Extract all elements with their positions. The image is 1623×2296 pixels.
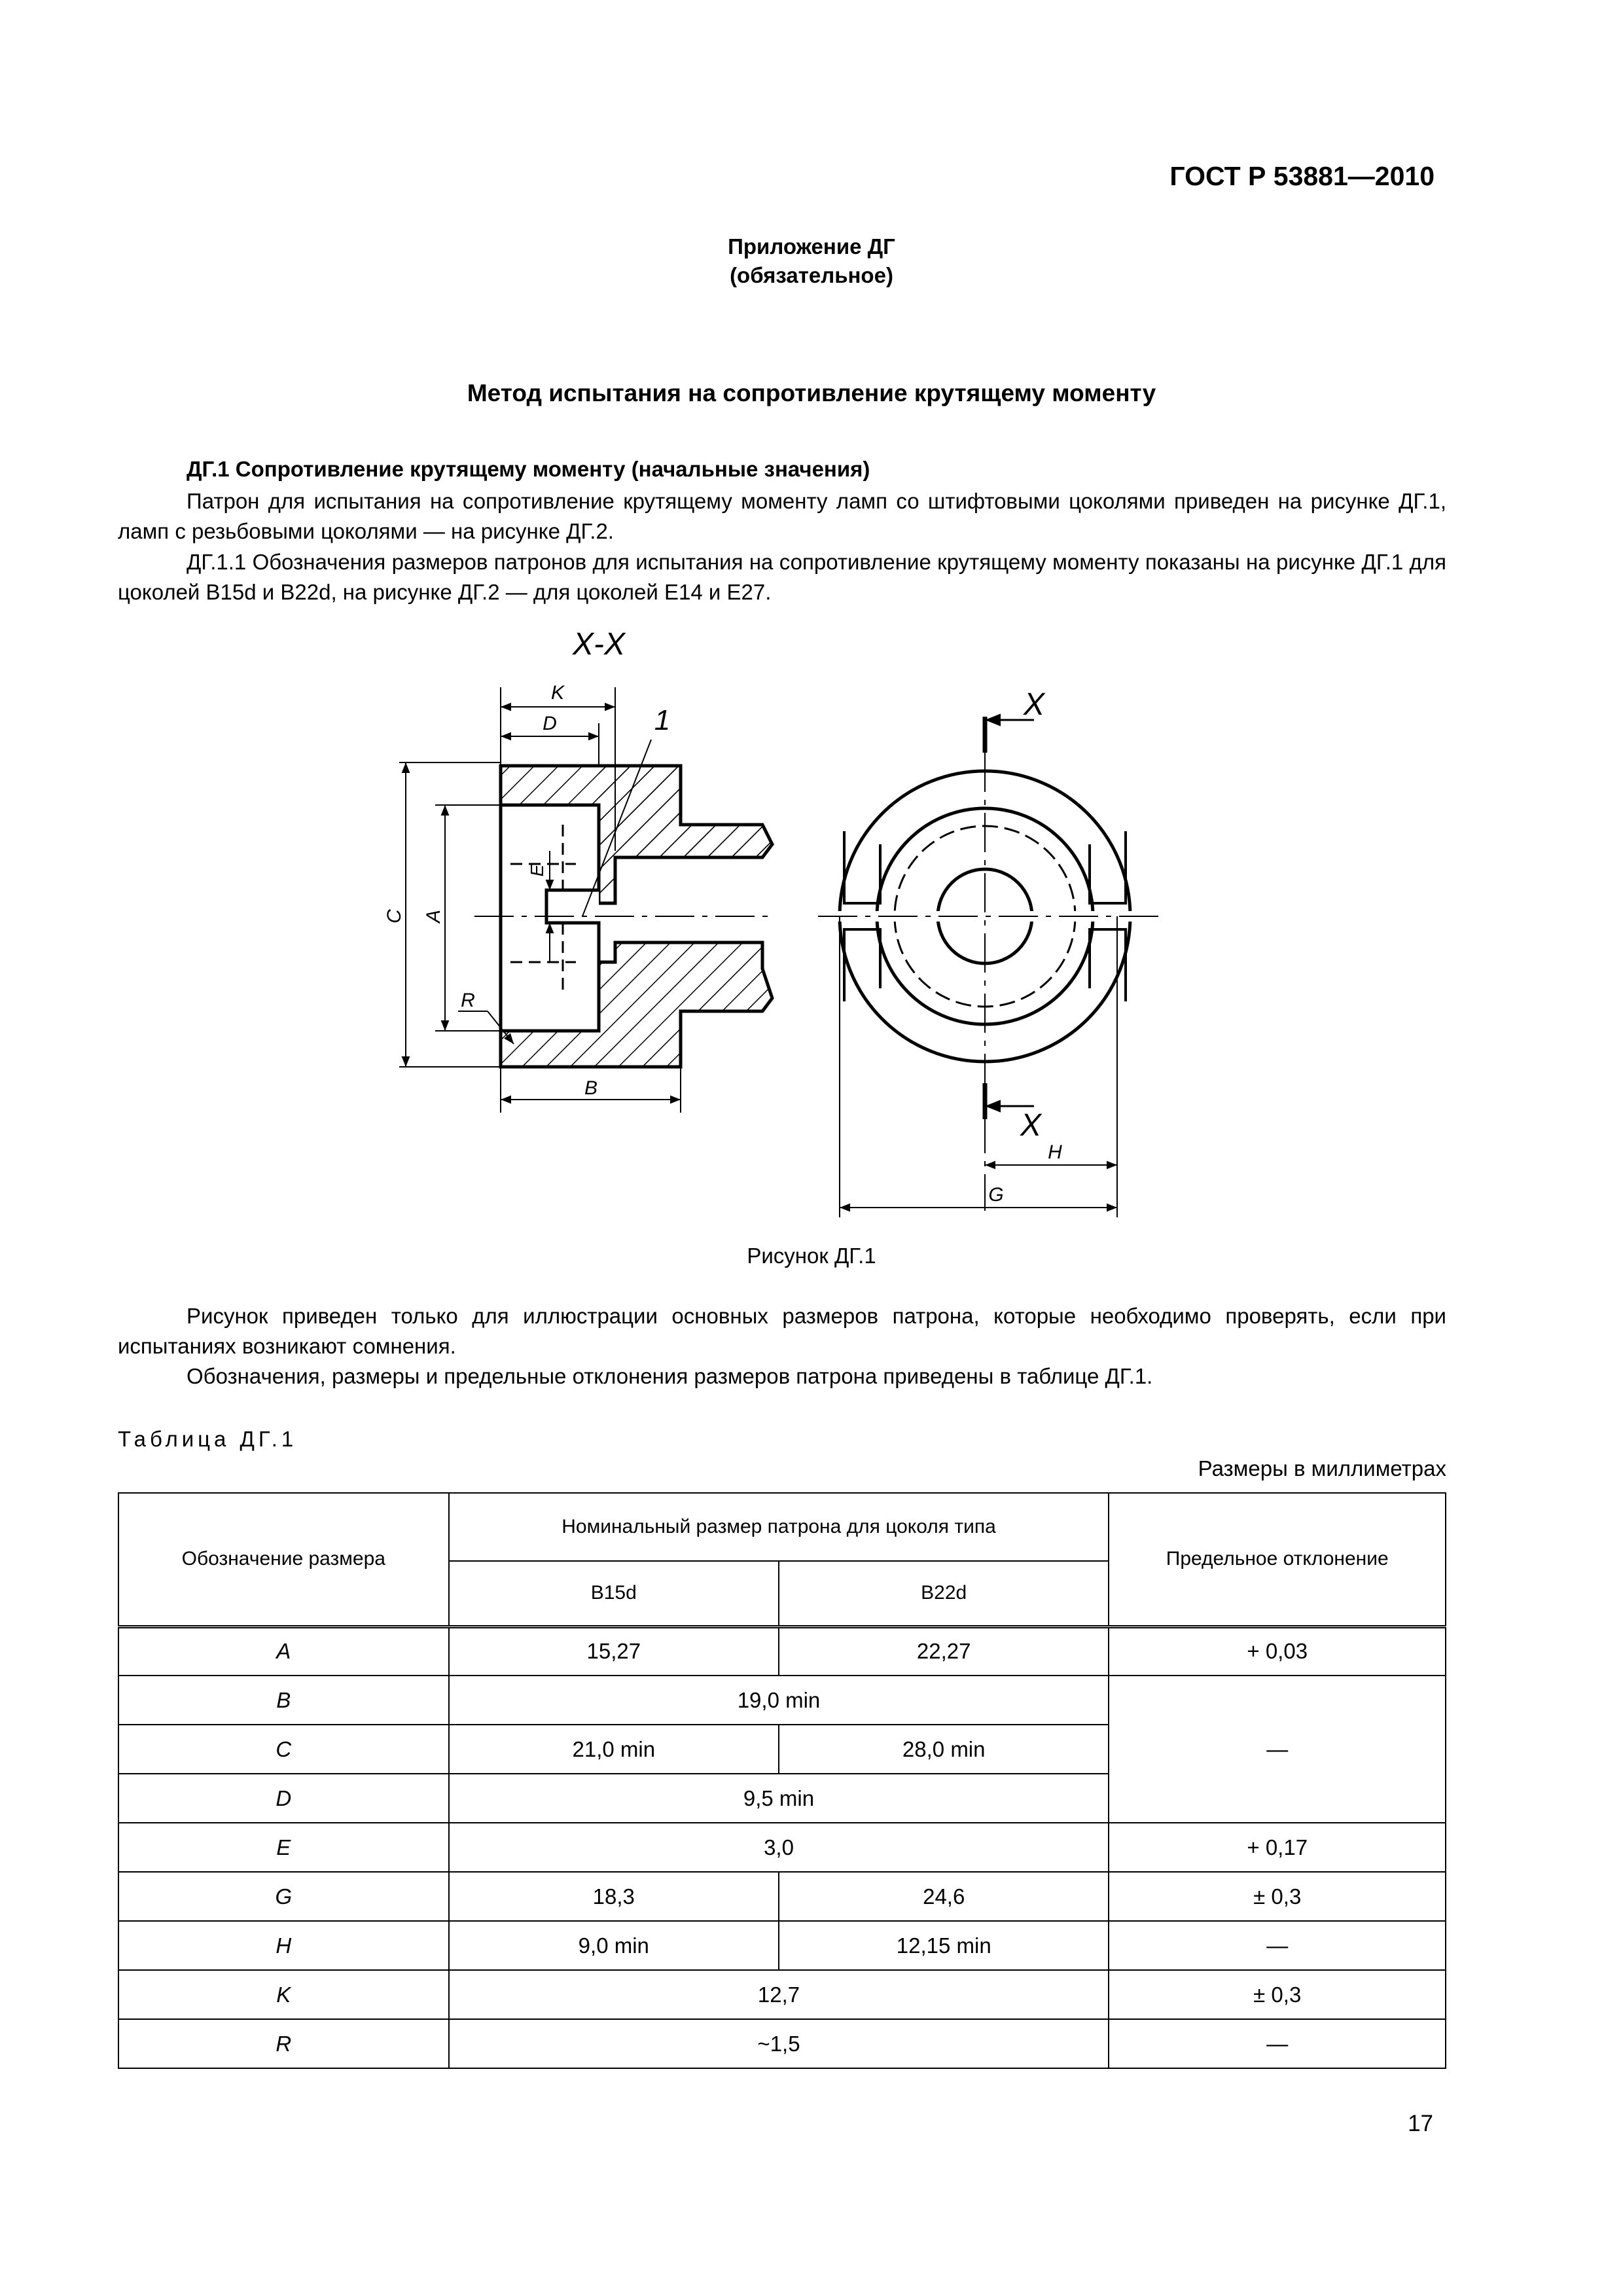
section-heading: ДГ.1 Сопротивление крутящему моменту (начальные значения) — [187, 457, 870, 481]
cell-b22d: 12,15 min — [779, 1921, 1109, 1970]
cell-designation: R — [118, 2019, 449, 2068]
table-row — [118, 1626, 1446, 1676]
page-number: 17 — [1408, 2111, 1433, 2136]
cell-both: 9,5 min — [449, 1774, 1109, 1823]
table-row — [118, 1872, 1446, 1921]
section-label: X-X — [572, 627, 626, 662]
table-row — [118, 1970, 1446, 2019]
appendix-status: (обязательное) — [730, 263, 893, 287]
cell-b15d: 18,3 — [449, 1872, 779, 1921]
cell-tolerance: + 0,03 — [1109, 1626, 1446, 1676]
cut-mark-x-top: X — [1023, 687, 1045, 722]
front-view — [818, 687, 1162, 1217]
dim-label-e: E — [527, 864, 547, 877]
cell-b22d: 24,6 — [779, 1872, 1109, 1921]
dim-label-g: G — [988, 1184, 1004, 1206]
dim-label-a: A — [423, 909, 444, 924]
cell-designation: D — [118, 1774, 449, 1823]
dim-label-k: K — [550, 682, 565, 704]
main-title: Метод испытания на сопротивление крутящему моменту — [467, 380, 1156, 406]
cell-both: 12,7 — [449, 1970, 1109, 2019]
header-nominal: Номинальный размер патрона для цоколя типа — [449, 1493, 1109, 1561]
cell-tolerance: ± 0,3 — [1109, 1872, 1446, 1921]
figure-dg-1 — [0, 609, 1623, 1237]
cell-designation: A — [118, 1626, 449, 1676]
cell-both: ~1,5 — [449, 2019, 1109, 2068]
header-b22d: B22d — [779, 1561, 1109, 1626]
cell-tolerance: — — [1109, 2019, 1446, 2068]
dim-label-r: R — [461, 990, 475, 1011]
paragraph-intro-text: Патрон для испытания на сопротивление крутящему моменту ламп со штифтовыми цоколями приведен на рисунке ДГ.1, ламп с резьбовыми цоколями — на рисунке ДГ.2. — [118, 489, 1446, 543]
cell-b15d: 9,0 min — [449, 1921, 779, 1970]
paragraph-table-ref-text: Обозначения, размеры и предельные отклонения размеров патрона приведены в таблице ДГ.1. — [187, 1364, 1153, 1388]
header-designation: Обозначение размера — [118, 1493, 449, 1626]
table-units: Размеры в миллиметрах — [1198, 1456, 1446, 1480]
cell-designation: K — [118, 1970, 449, 2019]
dim-label-h: H — [1048, 1141, 1062, 1163]
cell-tolerance: — — [1109, 1676, 1446, 1823]
cell-designation: C — [118, 1725, 449, 1774]
section-view — [383, 627, 776, 1113]
appendix-title: Приложение ДГ — [728, 234, 895, 259]
cell-b15d: 21,0 min — [449, 1725, 779, 1774]
cell-designation: G — [118, 1872, 449, 1921]
paragraph-dg-1-1 — [118, 547, 1446, 607]
cell-designation: E — [118, 1823, 449, 1872]
header-b15d: B15d — [449, 1561, 779, 1626]
cell-tolerance: ± 0,3 — [1109, 1970, 1446, 2019]
cell-b22d: 28,0 min — [779, 1725, 1109, 1774]
paragraph-note — [118, 1301, 1446, 1361]
cell-b15d: 15,27 — [449, 1626, 779, 1676]
cell-tolerance: + 0,17 — [1109, 1823, 1446, 1872]
cell-designation: H — [118, 1921, 449, 1970]
standard-number: ГОСТ Р 53881—2010 — [1169, 161, 1435, 191]
paragraph-dg-1-1-text: ДГ.1.1 Обозначения размеров патронов для испытания на сопротивление крутящему моменту показаны на рисунке ДГ.1 для цоколей B15d и B22d, на рисунке ДГ.2 — для цоколей E14 и E27. — [118, 550, 1446, 604]
header-tolerance: Предельное отклонение — [1109, 1493, 1446, 1626]
dim-label-b: B — [584, 1077, 598, 1099]
cell-designation: B — [118, 1676, 449, 1725]
table-row — [118, 2019, 1446, 2068]
paragraph-note-text: Рисунок приведен только для иллюстрации основных размеров патрона, которые необходимо проверять, если при испытаниях возникают сомнения. — [118, 1304, 1446, 1358]
table-row — [118, 1823, 1446, 1872]
table-label: Таблица ДГ.1 — [118, 1427, 298, 1451]
dimensions-table — [118, 1492, 1446, 2069]
figure-caption: Рисунок ДГ.1 — [747, 1244, 876, 1268]
callout-1: 1 — [654, 704, 671, 736]
paragraph-table-ref — [118, 1361, 1446, 1391]
dim-label-c: C — [383, 909, 405, 924]
paragraph-intro — [118, 486, 1446, 547]
cell-b22d: 22,27 — [779, 1626, 1109, 1676]
dim-label-d: D — [543, 713, 557, 734]
table-row — [118, 1676, 1446, 1725]
cell-both: 19,0 min — [449, 1676, 1109, 1725]
table-row — [118, 1921, 1446, 1970]
cell-tolerance: — — [1109, 1921, 1446, 1970]
cell-both: 3,0 — [449, 1823, 1109, 1872]
cut-mark-x-bottom: X — [1020, 1108, 1042, 1143]
